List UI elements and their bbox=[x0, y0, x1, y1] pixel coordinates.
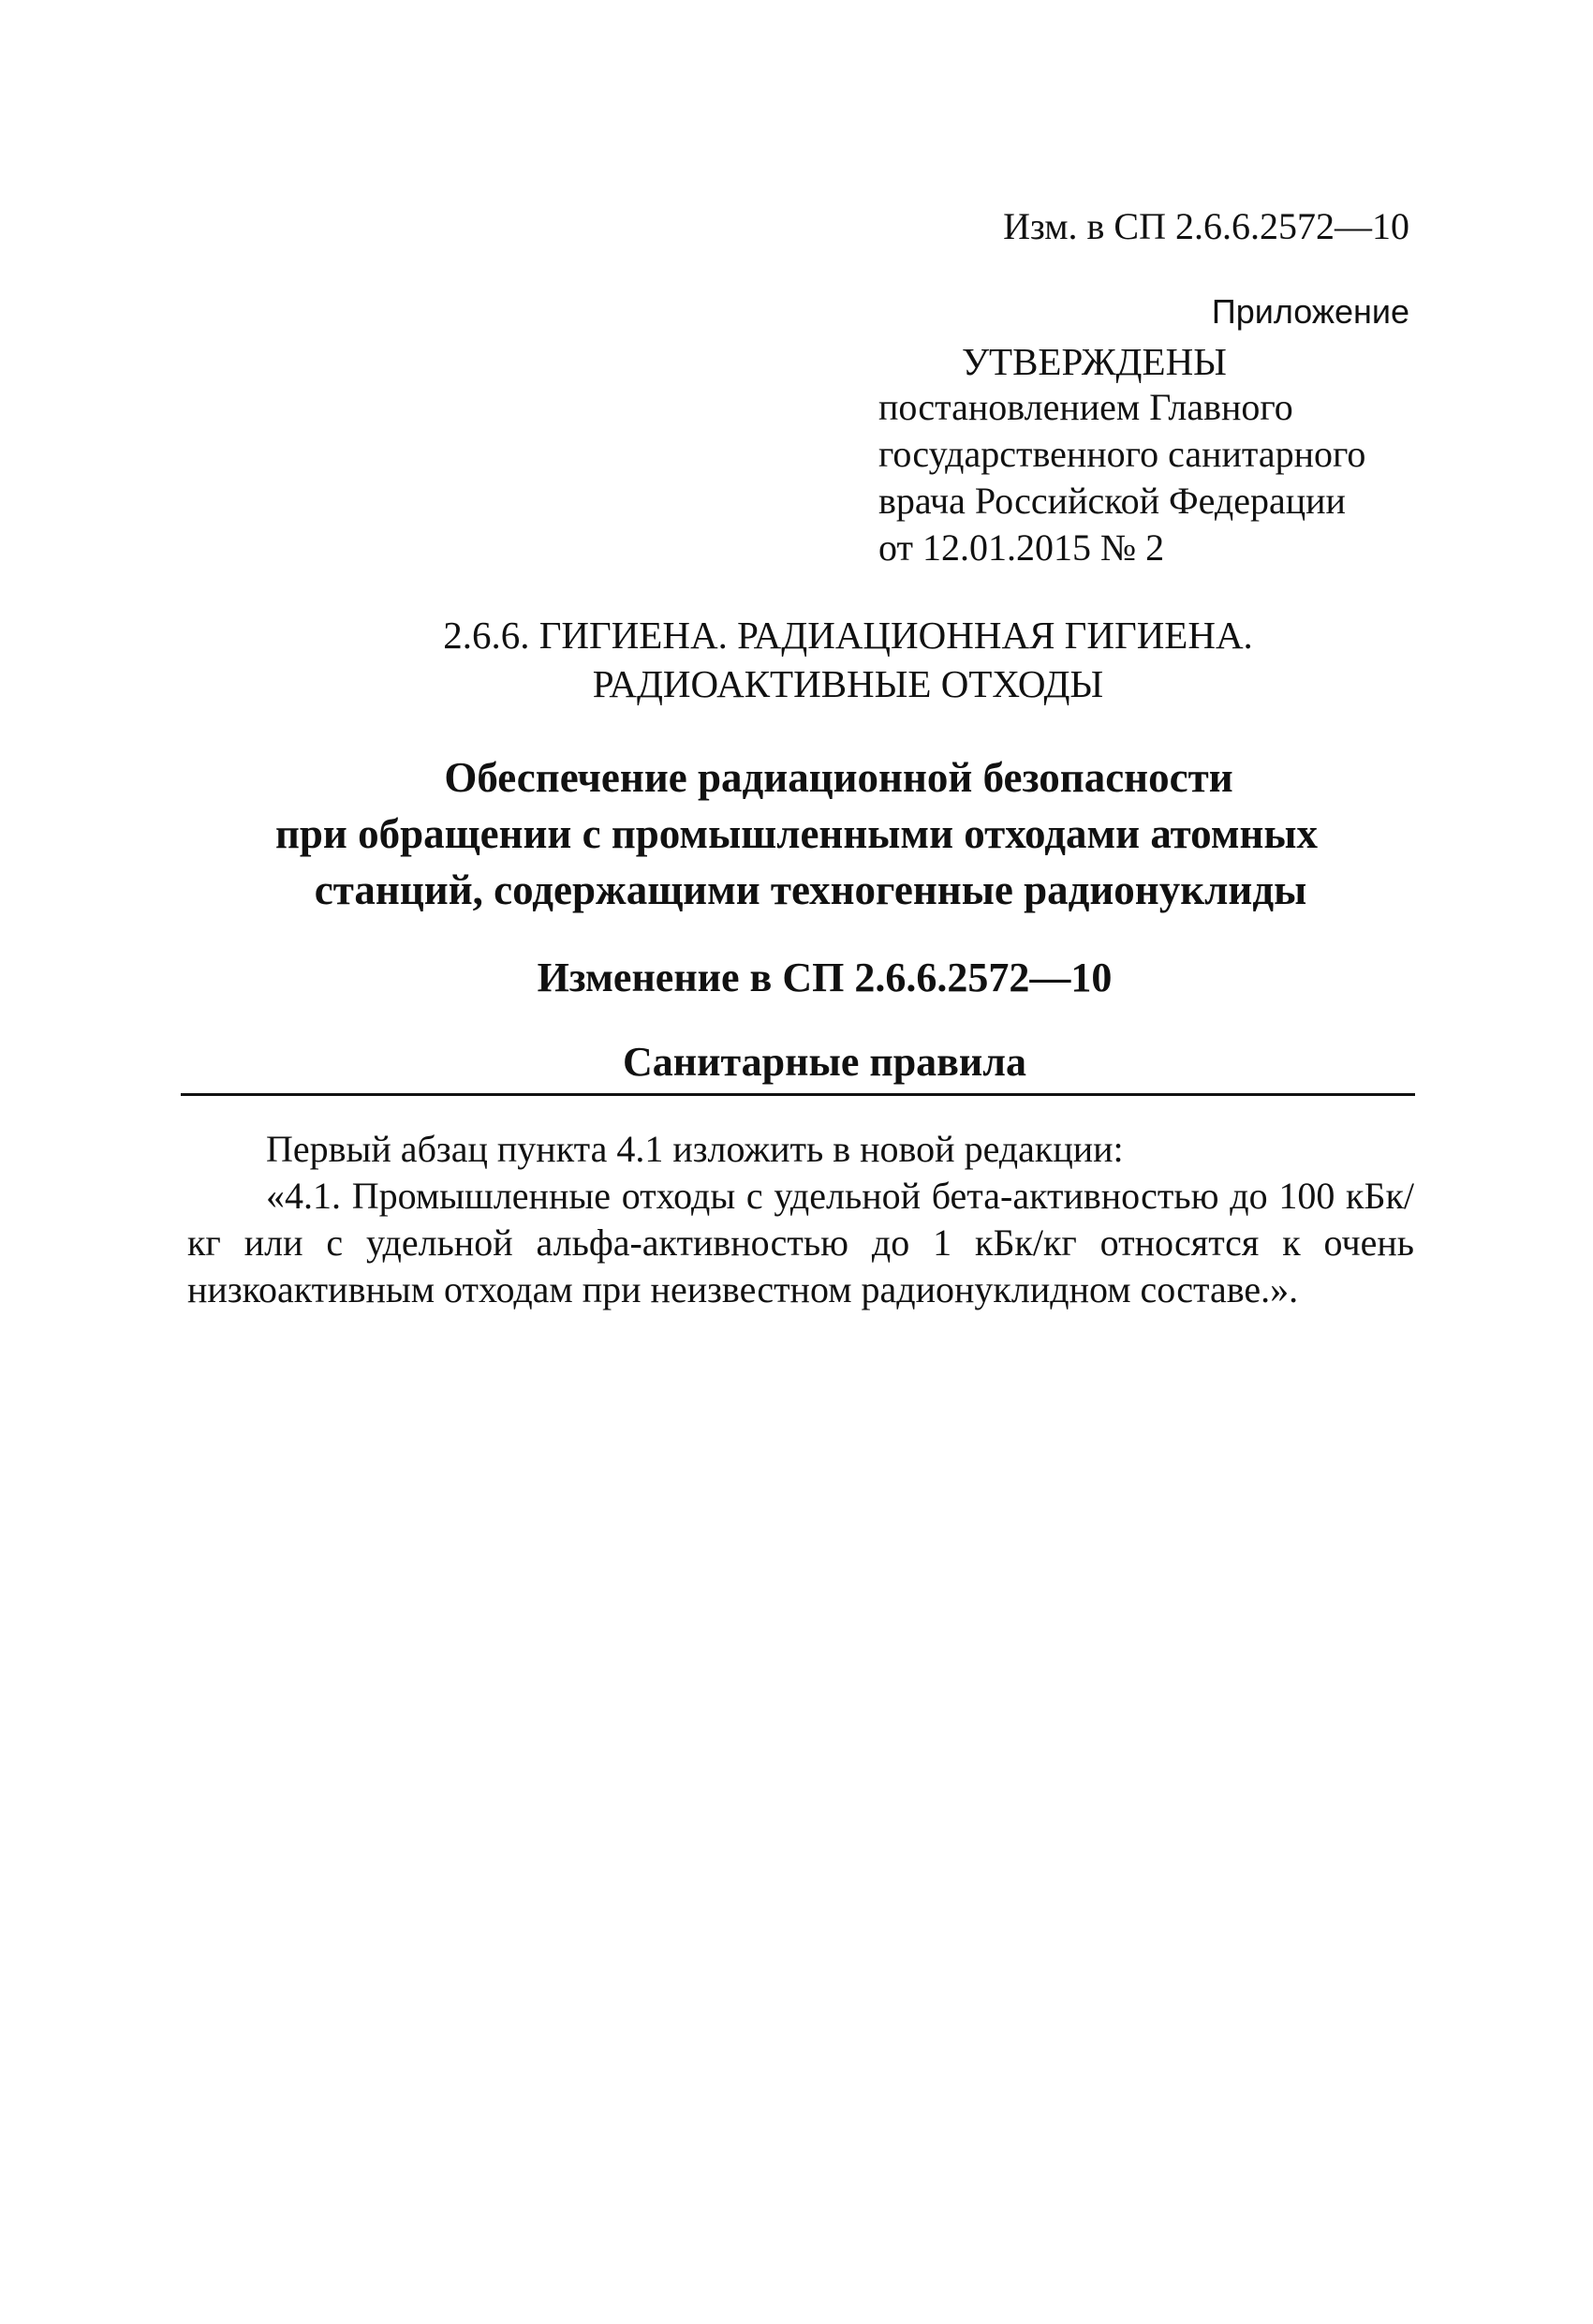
rules-title: Санитарные правила bbox=[623, 1039, 1026, 1085]
document-title bbox=[0, 749, 1593, 918]
approval-line: постановлением Главного bbox=[878, 386, 1293, 428]
approved-label: УТВЕРЖДЕНЫ bbox=[962, 340, 1227, 383]
approval-date-line: от 12.01.2015 № 2 bbox=[878, 526, 1165, 569]
approval-line: врача Российской Федерации bbox=[878, 480, 1346, 522]
amendment-paragraph: «4.1. Промышленные отходы с удельной бета-активностью до 100 кБк/кг или с удельной альфа-активностью до 1 кБк/кг относятся к очень низкоактивным отходам при неизвестном радионуклидном составе.». bbox=[187, 1175, 1414, 1310]
approval-block bbox=[878, 384, 1365, 571]
title-line: станций, содержащими техногенные радионуклиды bbox=[314, 866, 1307, 913]
title-line: Обеспечение радиационной безопасности bbox=[444, 754, 1233, 801]
section-heading bbox=[0, 611, 1593, 708]
section-heading-line: 2.6.6. ГИГИЕНА. РАДИАЦИОННАЯ ГИГИЕНА. bbox=[443, 614, 1253, 657]
section-heading-line: РАДИОАКТИВНЫЕ ОТХОДЫ bbox=[592, 662, 1104, 705]
intro-paragraph: Первый абзац пункта 4.1 изложить в новой редакции: bbox=[266, 1128, 1124, 1170]
appendix-label: Приложение bbox=[1211, 292, 1409, 331]
title-line: при обращении с промышленными отходами атомных bbox=[274, 810, 1319, 857]
document-reference: Изм. в СП 2.6.6.2572—10 bbox=[1003, 205, 1409, 247]
approval-line: государственного санитарного bbox=[878, 433, 1366, 475]
change-title: Изменение в СП 2.6.6.2572—10 bbox=[537, 955, 1113, 1000]
body-text bbox=[187, 1126, 1414, 1313]
horizontal-rule bbox=[181, 1093, 1415, 1096]
